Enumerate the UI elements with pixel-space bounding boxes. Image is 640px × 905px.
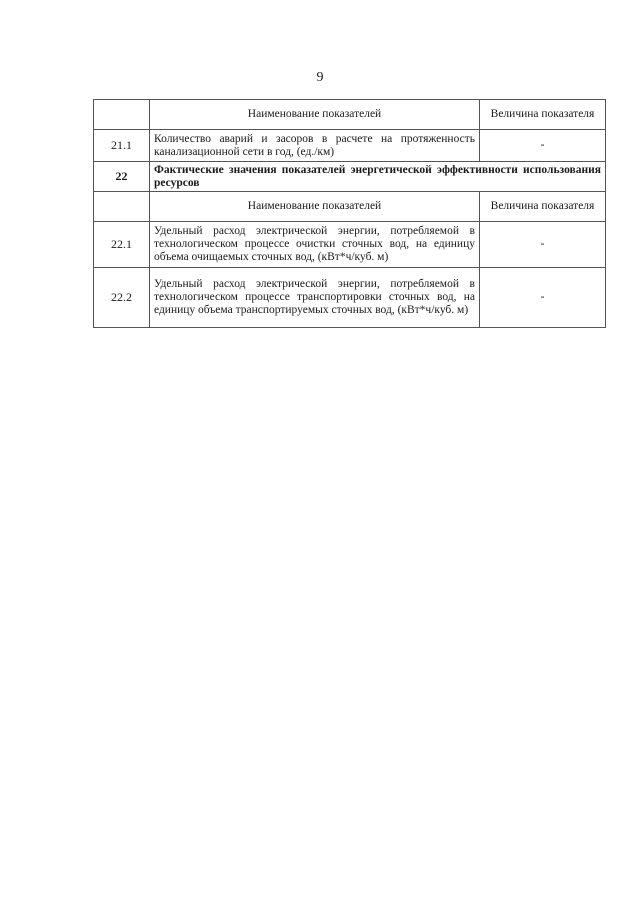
header-number-cell: [94, 192, 150, 222]
header-value-cell: Величина показателя: [480, 100, 606, 130]
row-number: 21.1: [94, 130, 150, 162]
table-header-row: [94, 192, 606, 222]
table-row: [94, 222, 606, 268]
row-description: Удельный расход электрической энергии, потребляемой в технологическом процессе очистки сточных вод, на единицу объема очищаемых сточных вод, (кВт*ч/куб. м): [150, 222, 480, 268]
row-number: 22.1: [94, 222, 150, 268]
table-row: [94, 268, 606, 328]
section-title: Фактические значения показателей энергетической эффективности использования ресурсов: [150, 162, 606, 192]
row-value: -: [480, 130, 606, 162]
indicators-table: [93, 99, 606, 328]
header-name-cell: Наименование показателей: [150, 100, 480, 130]
header-name-cell: Наименование показателей: [150, 192, 480, 222]
row-value: -: [480, 222, 606, 268]
page-number: 9: [316, 70, 324, 85]
table-header-row: [94, 100, 606, 130]
section-number: 22: [94, 162, 150, 192]
row-description: Количество аварий и засоров в расчете на протяженность канализационной сети в год, (ед./км): [150, 130, 480, 162]
row-description: Удельный расход электрической энергии, потребляемой в технологическом процессе транспортировки сточных вод, на единицу объема транспортируемых сточных вод, (кВт*ч/куб. м): [150, 268, 480, 328]
row-value: -: [480, 268, 606, 328]
section-row: [94, 162, 606, 192]
table-row: [94, 130, 606, 162]
row-number: 22.2: [94, 268, 150, 328]
header-number-cell: [94, 100, 150, 130]
header-value-cell: Величина показателя: [480, 192, 606, 222]
